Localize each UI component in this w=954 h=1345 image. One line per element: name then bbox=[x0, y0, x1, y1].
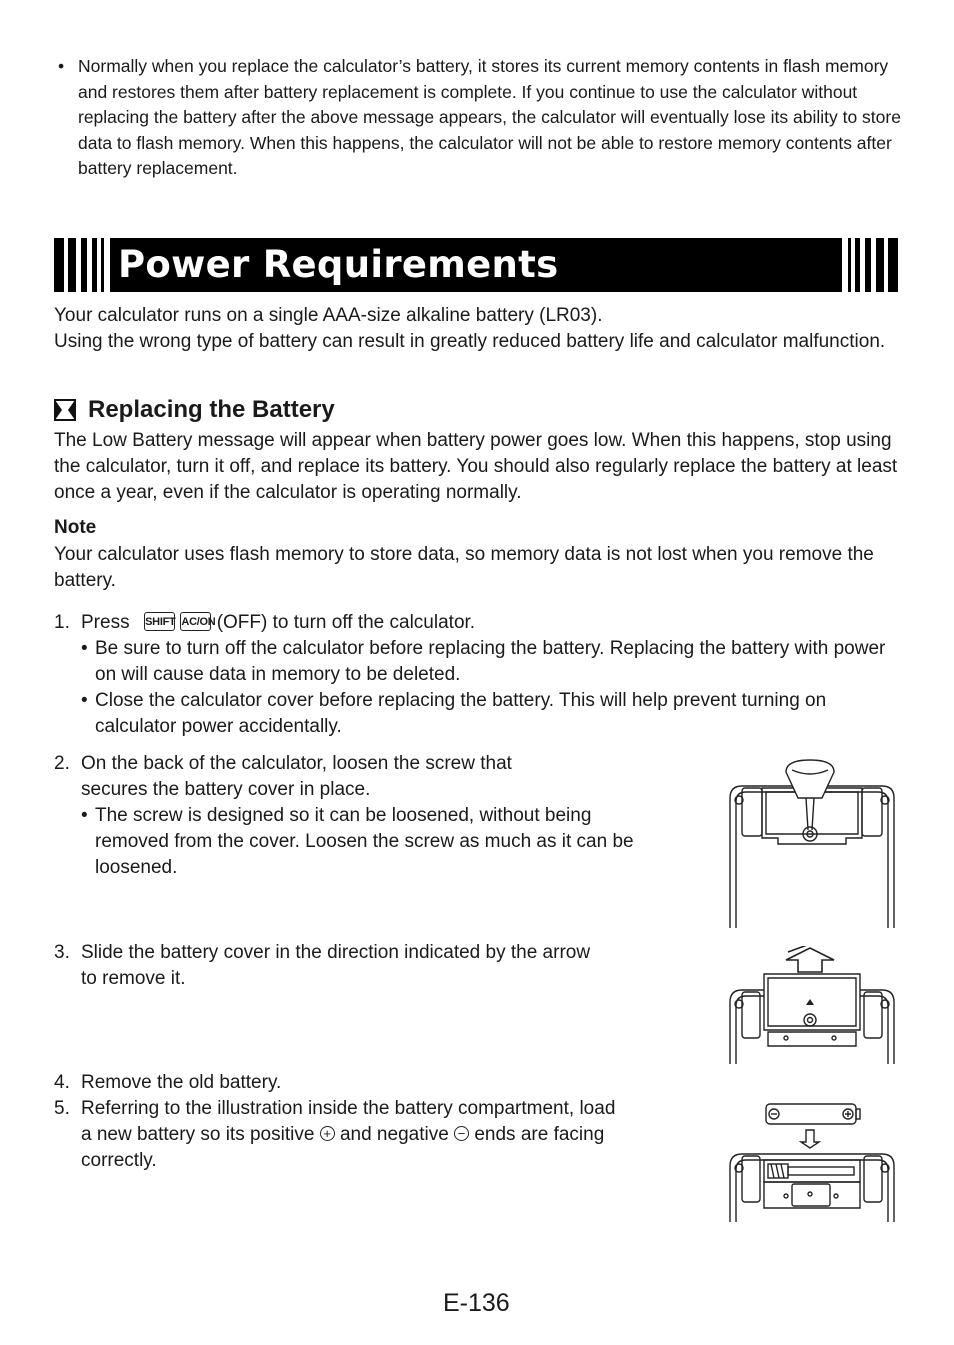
step-1-line bbox=[81, 610, 903, 636]
step-5-text: Referring to the illustration inside the battery compartment, load a new battery so its positive + and negative − ends are facing correctly. bbox=[81, 1098, 616, 1171]
section-marker-icon bbox=[54, 399, 76, 421]
section-banner bbox=[54, 238, 898, 292]
step-2-text: On the back of the calculator, loosen the screw that secures the battery cover in place. bbox=[81, 753, 512, 800]
intro-note-text: Normally when you replace the calculator’s battery, it stores its current memory contents in flash memory and restores them after battery replacement is complete. If you continue to use the calculator without replacing the battery after the above message appears, the calculator will eventually lose its ability to store data to flash memory. When this happens, the calculator will not be able to restore memory contents after battery replacement. bbox=[78, 56, 901, 178]
load-battery-illustration bbox=[726, 1100, 898, 1224]
step-1-text: (OFF) to turn off the calculator. bbox=[216, 612, 476, 633]
negative-icon: − bbox=[454, 1126, 469, 1141]
step-3-text: Slide the battery cover in the direction indicated by the arrow to remove it. bbox=[81, 942, 591, 989]
step-1-bullet-1: • Be sure to turn off the calculator before replacing the battery. Replacing the battery with power on will cause data in memory to be deleted. bbox=[81, 638, 886, 685]
bullet: • bbox=[58, 56, 65, 76]
shift-key-icon: SHIFT bbox=[144, 612, 175, 631]
step-number: 1. bbox=[54, 612, 70, 633]
step-4-text: Remove the old battery. bbox=[81, 1072, 282, 1093]
section-title: Power Requirements bbox=[110, 238, 842, 292]
note-text: Your calculator uses flash memory to store data, so memory data is not lost when you remove the battery. bbox=[54, 544, 874, 591]
subsection-heading bbox=[54, 395, 335, 425]
page-number: E-136 bbox=[443, 1289, 510, 1317]
section-paragraph-2: Using the wrong type of battery can result in greatly reduced battery life and calculator malfunction. bbox=[54, 331, 886, 352]
step-number: 4. bbox=[54, 1072, 70, 1093]
loosen-screw-illustration bbox=[726, 758, 898, 928]
note-heading: Note bbox=[54, 517, 97, 538]
section-paragraph-1: Your calculator runs on a single AAA-size alkaline battery (LR03). bbox=[54, 305, 603, 326]
banner-stripes-right bbox=[848, 238, 898, 292]
subsection-paragraph: The Low Battery message will appear when battery power goes low. When this happens, stop using the calculator, turn it off, and replace its battery. You should also regularly replace the battery at least once a year, even if the calculator is operating normally. bbox=[54, 430, 898, 503]
step-2-bullet-1: • The screw is designed so it can be loosened, without being removed from the cover. Loosen the screw as much as it can be loosened. bbox=[81, 805, 634, 878]
step-number: 2. bbox=[54, 753, 70, 774]
step-number: 3. bbox=[54, 942, 70, 963]
intro-note bbox=[58, 54, 908, 182]
banner-stripes-left bbox=[54, 238, 104, 292]
ac-on-key-icon: AC/ON bbox=[180, 612, 211, 631]
step-1-bullet-2: • Close the calculator cover before replacing the battery. This will help prevent turning on calculator power accidentally. bbox=[81, 690, 827, 737]
step-number: 5. bbox=[54, 1098, 70, 1119]
press-label: Press bbox=[81, 612, 130, 633]
subsection-title: Replacing the Battery bbox=[88, 396, 335, 423]
positive-icon: + bbox=[320, 1126, 335, 1141]
slide-cover-illustration bbox=[726, 946, 898, 1066]
